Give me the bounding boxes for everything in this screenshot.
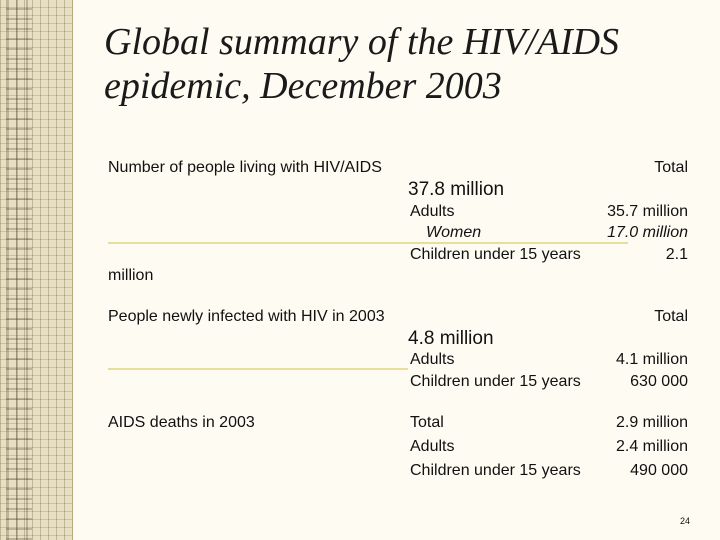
deaths-children-label: Children under 15 years — [410, 462, 581, 479]
new-children-value: 630 000 — [630, 373, 688, 390]
deaths-adults-value: 2.4 million — [615, 438, 688, 455]
living-women-value: 17.0 million — [607, 224, 688, 241]
slide-title — [104, 20, 704, 108]
new-heading: People newly infected with HIV in 2003 — [108, 308, 385, 325]
living-total-value: 37.8 million — [408, 179, 505, 200]
divider-rule — [108, 242, 628, 244]
deaths-total-value: 2.9 million — [615, 414, 688, 431]
living-adults-label: Adults — [410, 203, 455, 220]
page-number: 24 — [680, 516, 691, 526]
title-line-2: epidemic, December 2003 — [104, 65, 502, 107]
new-total-label: Total — [654, 308, 688, 325]
living-children-label: Children under 15 years — [410, 246, 581, 263]
new-children-label: Children under 15 years — [410, 373, 581, 390]
divider-rule — [108, 368, 408, 370]
deaths-adults-label: Adults — [410, 438, 455, 455]
decorative-border — [0, 0, 73, 540]
living-total-label: Total — [654, 159, 688, 176]
new-adults-label: Adults — [410, 351, 455, 368]
living-adults-value: 35.7 million — [607, 203, 688, 220]
living-heading: Number of people living with HIV/AIDS — [108, 159, 382, 176]
living-children-unit: million — [108, 267, 154, 284]
living-children-value: 2.1 — [665, 246, 688, 263]
new-total-value: 4.8 million — [408, 328, 494, 349]
deaths-total-label: Total — [410, 414, 444, 431]
deaths-children-value: 490 000 — [630, 462, 688, 479]
living-women-label: Women — [426, 224, 482, 241]
deaths-heading: AIDS deaths in 2003 — [108, 414, 255, 431]
new-adults-value: 4.1 million — [615, 351, 688, 368]
title-line-1: Global summary of the HIV/AIDS — [104, 21, 620, 63]
